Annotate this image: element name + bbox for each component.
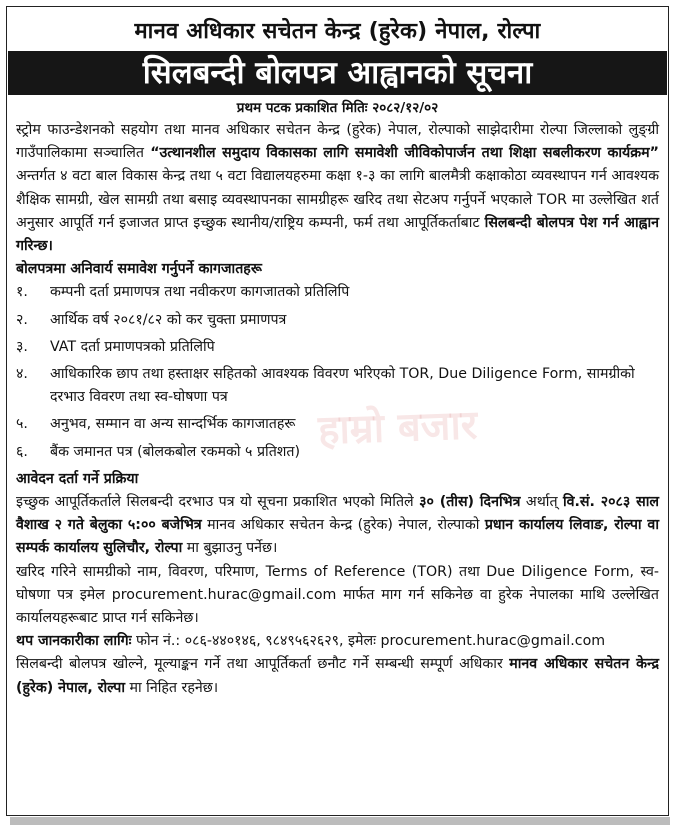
deadline-text-2: अर्थात् [520,494,563,511]
closing-text-1: सिलबन्दी बोलपत्र खोल्ने, मूल्याङ्कन गर्ने तथा आपूर्तिकर्ता छनौट गर्ने सम्बन्धी सम्पूर्ण अधिकार [16,656,510,673]
list-item [16,309,659,332]
list-item [16,413,659,436]
list-item-number: ५. [16,416,28,433]
list-item-text: VAT दर्ता प्रमाणपत्रको प्रतिलिपि [50,338,215,355]
closing-org: मानव अधिकार सचेतन केन्द्र (हुरेक) नेपाल, रोल्पा [16,656,659,696]
list-item-text: अनुभव, सम्मान वा अन्य सान्दर्भिक कागजातहरू [50,416,296,433]
list-item-number: ६. [16,443,28,460]
list-item-number: २. [16,311,28,328]
list-item [16,441,659,464]
deadline-text-4: मा बुझाउनु पर्नेछ। [182,540,278,557]
submission-offices: प्रधान कार्यालय लिवाङ, रोल्पा वा सम्पर्क कार्यालय सुलिचौर, रोल्पा [16,517,659,557]
contact-details: फोन नं.: ०८६-४४०१४६, ९८४९५६२६२९, इमेलः procurement.hurac@gmail.com [131,633,606,650]
list-item-text: आर्थिक वर्ष २०८१/८२ को कर चुक्ता प्रमाणपत्र [50,311,287,328]
list-item [16,281,659,304]
list-item-number: ३. [16,338,28,355]
documents-heading: बोलपत्रमा अनिवार्य समावेश गर्नुपर्ने कागजातहरू [16,261,262,278]
closing-text-2: मा निहित रहनेछ। [125,679,219,696]
org-title: मानव अधिकार सचेतन केन्द्र (हुरेक) नेपाल, रोल्पा [134,19,541,44]
list-item-text: बैंक जमानत पत्र (बोलकबोल रकमको ५ प्रतिशत) [50,443,301,460]
deadline-paragraph [16,491,659,561]
deadline-days: ३० (तीस) दिनभित्र [419,494,521,511]
list-item-number: १. [16,284,28,301]
documents-list [16,281,659,463]
watermark-logo: हाम्रो बजार [317,402,478,454]
first-published-date: प्रथम पटक प्रकाशित मितिः २०८२/१२/०२ [236,100,439,116]
contact-paragraph [16,630,659,653]
closing-paragraph [16,653,659,699]
intro-paragraph [16,119,659,258]
bid-invitation: सिलबन्दी बोलपत्र पेश गर्न आह्वान गरिन्छ। [16,214,659,255]
intro-text-2: अन्तर्गत ४ वटा बाल विकास केन्द्र तथा ५ वटा विद्यालयहरुमा कक्षा १-३ का लागि बालमैत्री कक्षाकोठा व्यवस्थापन गर्न आवश्यक शैक्षिक सामग्री, खेल सामग्री तथा बसाइ व्यवस्थापनका सामग्रीहरू खरिद तथा सेटअप गर्नुपर्ने भएकाले TOR मा उल्लेखित शर्त अनुसार आपूर्ति गर्न इजाजत प्राप्त इच्छुक स्थानीय/राष्ट्रिय कम्पनी, फर्म तथा आपूर्तिकर्ताबाट [16,168,659,231]
list-item-number: ४. [16,366,28,383]
list-item [16,336,659,359]
contact-label: थप जानकारीका लागिः [16,633,132,650]
process-heading: आवेदन दर्ता गर्ने प्रक्रिया [16,470,139,487]
deadline-text-1: इच्छुक आपूर्तिकर्ताले सिलबन्दी दरभाउ पत्र यो सूचना प्रकाशित भएको मितिले [16,494,420,511]
bottom-shadow [10,817,670,825]
program-name: “उत्थानशील समुदाय विकासका लागि समावेशी जीविकोपार्जन तथा शिक्षा सबलीकरण कार्यक्रम” [150,145,659,162]
notice-frame [6,6,669,816]
list-item-text: कम्पनी दर्ता प्रमाणपत्र तथा नवीकरण कागजातको प्रतिलिपि [50,284,350,301]
deadline-date: वि.सं. २०८३ साल वैशाख २ गते बेलुका ५:०० बजेभित्र [16,494,659,534]
request-docs-paragraph: खरिद गरिने सामग्रीको नाम, विवरण, परिमाण, Terms of Reference (TOR) तथा Due Diligence Form, स्व-घोषणा पत्र इमेल procurement.hurac@gmail.com मार्फत माग गर्न सकिनेछ वा हुरेक नेपालका माथि उल्लेखित कार्यालयहरूबाट प्राप्त गर्न सकिनेछ। [16,563,659,627]
deadline-text-3: मानव अधिकार सचेतन केन्द्र (हुरेक) नेपाल, रोल्पाको [201,517,485,534]
list-item-text: आधिकारिक छाप तथा हस्ताक्षर सहितको आवश्यक विवरण भरिएको TOR, Due Diligence Form, सामग्रीको दरभाउ विवरण तथा स्व-घोषणा पत्र [50,366,635,406]
notice-title-banner: सिलबन्दी बोलपत्र आह्वानको सूचना [8,51,667,95]
list-item [16,363,659,409]
intro-text-1: स्ट्रोम फाउन्डेशनको सहयोग तथा मानव अधिकार सचेतन केन्द्र (हुरेक) नेपाल, रोल्पाको साझेदारीमा रोल्पा जिल्लाको लुङ्ग्री गाउँपालिकामा सञ्चालित [16,122,659,162]
